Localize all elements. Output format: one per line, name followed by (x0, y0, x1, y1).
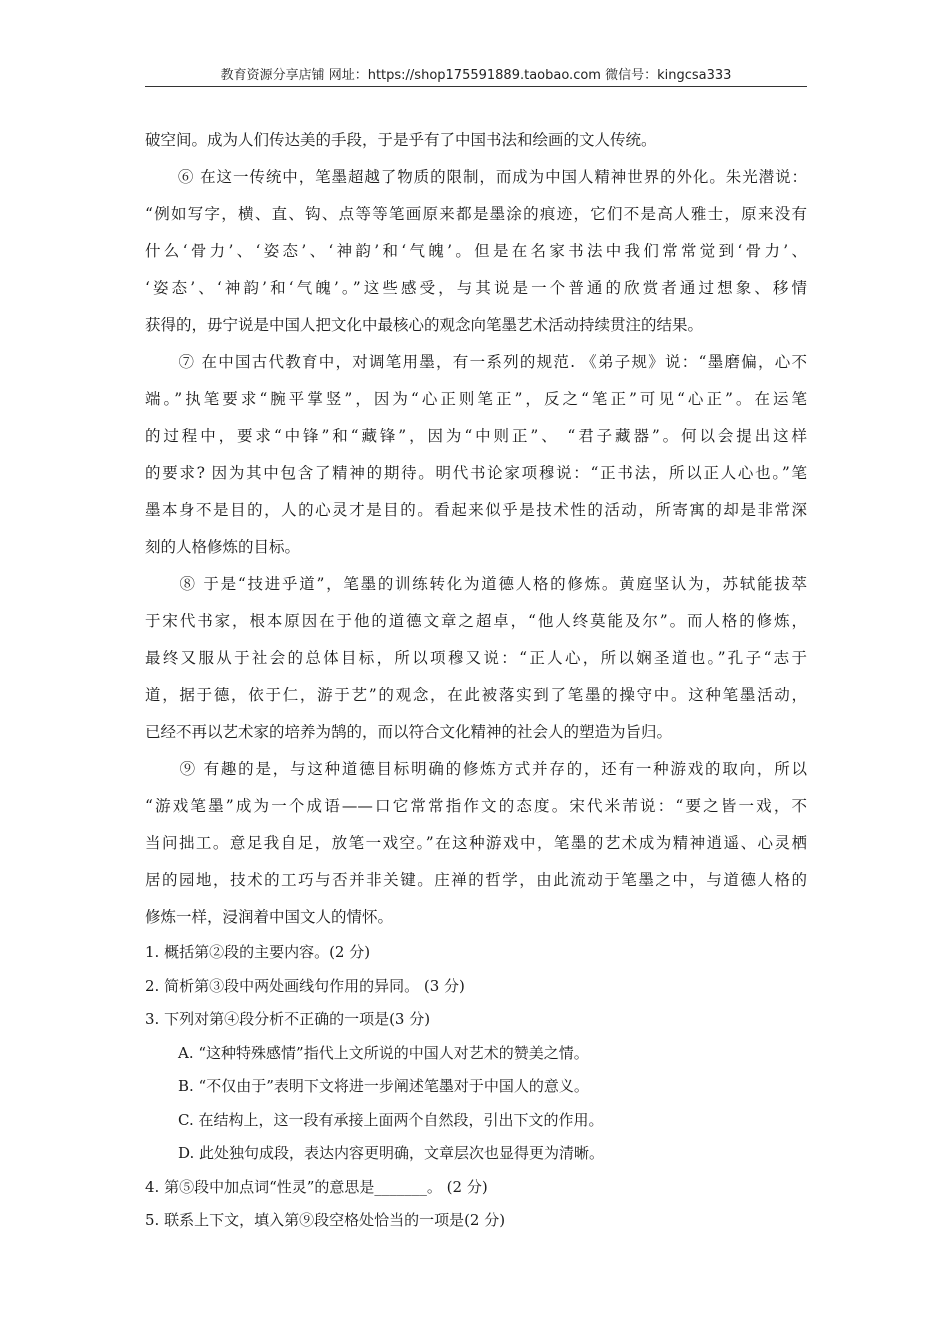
question-item: 4. 第⑤段中加点词“性灵”的意思是_______。 (2 分) (145, 1177, 488, 1196)
passage-line: 当问拙工。意足我自足，放笔一戏空。”在这种游戏中，笔墨的艺术成为精神逍遥、心灵栖 (145, 834, 807, 852)
passage-line: ⑧ 于是“技进乎道”，笔墨的训练转化为道德人格的修炼。黄庭坚认为，苏轼能拔萃 (145, 575, 807, 593)
passage-line: 破空间。成为人们传达美的手段，于是乎有了中国书法和绘画的文人传统。 (145, 131, 657, 149)
question-item: 3. 下列对第④段分析不正确的一项是(3 分) (145, 1010, 431, 1028)
passage-line: 的过程中，要求“中锋”和“藏锋”，因为“中则正”、 “君子藏器”。何以会提出这样 (145, 427, 807, 445)
question-item: 2. 简析第③段中两处画线句作用的异同。 (3 分) (145, 976, 465, 995)
answer-option: C. 在结构上，这一段有承接上面两个自然段，引出下文的作用。 (178, 1110, 604, 1129)
passage-line: 什么‘骨力’、‘姿态’、‘神韵’和‘气魄’。但是在名家书法中我们常常觉到‘骨力’、 (145, 242, 807, 260)
passage-line: ⑨ 有趣的是，与这种道德目标明确的修炼方式并存的，还有一种游戏的取向，所以 (145, 760, 807, 778)
question-item: 5. 联系上下文，填入第⑨段空格处恰当的一项是(2 分) (145, 1211, 506, 1229)
passage-line: 刻的人格修炼的目标。 (145, 538, 301, 556)
passage-line: 最终又服从于社会的总体目标，所以项穆又说：“正人心，所以娴圣道也。”孔子“志于 (145, 649, 807, 667)
document-body (145, 122, 807, 1238)
passage-line: 于宋代书家，根本原因在于他的道德文章之超卓，“他人终莫能及尔”。而人格的修炼， (145, 612, 807, 630)
passage-line: ⑥ 在这一传统中，笔墨超越了物质的限制，而成为中国人精神世界的外化。朱光潜说： (145, 168, 807, 186)
passage-line: ⑦ 在中国古代教育中，对调笔用墨，有一系列的规范. 《弟子规》说：“墨磨偏，心不 (145, 353, 807, 371)
passage-line: 墨本身不是目的，人的心灵才是目的。看起来似乎是技术性的活动，所寄寓的却是非常深 (145, 501, 807, 519)
passage-line: 端。”执笔要求“腕平掌竖”，因为“心正则笔正”，反之“笔正”可见“心正”。在运笔 (145, 390, 807, 408)
passage-line: “游戏笔墨”成为一个成语——口它常常指作文的态度。宋代米芾说：“要之皆一戏，不 (145, 797, 807, 815)
passage (145, 122, 807, 936)
passage-line: 道，据于德，依于仁，游于艺”的观念，在此被落实到了笔墨的操守中。这种笔墨活动， (145, 686, 807, 704)
header-rule (145, 86, 807, 87)
answer-option: A. “这种特殊感情”指代上文所说的中国人对艺术的赞美之情。 (178, 1043, 589, 1062)
passage-line: 修炼一样，浸润着中国文人的情怀。 (145, 908, 394, 926)
passage-line: 已经不再以艺术家的培养为鹄的，而以符合文化精神的社会人的塑造为旨归。 (145, 723, 673, 741)
passage-line: 的要求? 因为其中包含了精神的期待。明代书论家项穆说：“正书法，所以正人心也。”笔 (145, 464, 807, 482)
passage-line: ‘姿态’、‘神韵’和‘气魄’。”这些感受，与其说是一个普通的欣赏者通过想象、移情 (145, 279, 807, 297)
question-list (145, 936, 807, 1238)
passage-line: 获得的，毋宁说是中国人把文化中最核心的观念向笔墨艺术活动持续贯注的结果。 (145, 316, 704, 334)
question-item: 1. 概括第②段的主要内容。(2 分) (145, 943, 371, 961)
page-header: 教育资源分享店铺 网址：https://shop175591889.taobao.com 微信号：kingcsa333 (220, 68, 732, 83)
passage-line: “例如写字，横、直、钩、点等等笔画原来都是墨涂的痕迹，它们不是高人雅士，原来没有 (145, 205, 807, 223)
answer-option: D. 此处独句成段，表达内容更明确，文章层次也显得更为清晰。 (178, 1144, 605, 1162)
answer-option: B. “不仅由于”表明下文将进一步阐述笔墨对于中国人的意义。 (178, 1077, 589, 1095)
passage-line: 居的园地，技术的工巧与否并非关键。庄禅的哲学，由此流动于笔墨之中，与道德人格的 (145, 871, 807, 889)
